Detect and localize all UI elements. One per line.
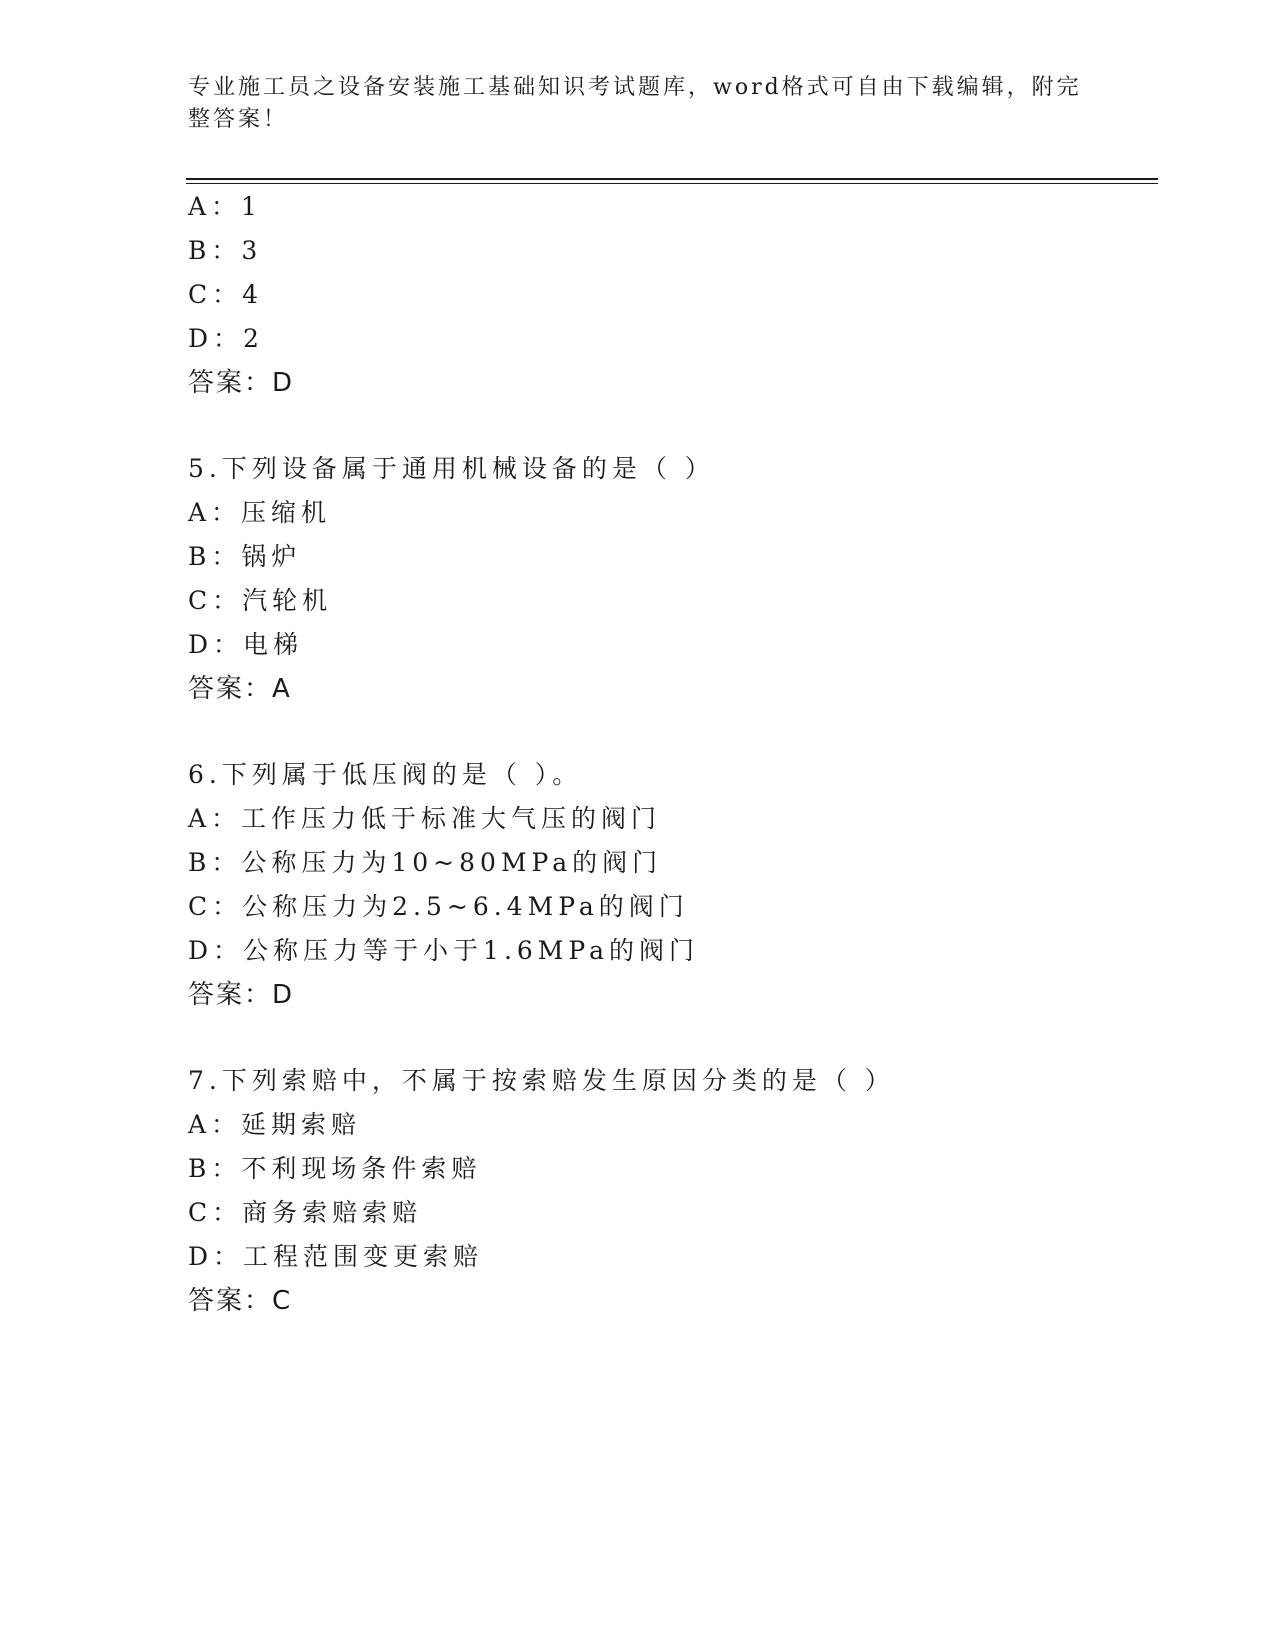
q5-answer: 答案：A <box>188 674 292 704</box>
document-header <box>188 72 1088 136</box>
q5-option-a: A：压缩机 <box>188 498 332 527</box>
q4-option-d: D：2 <box>188 324 264 353</box>
q6-option-b: B：公称压力为10~80MPa的阀门 <box>188 848 663 877</box>
q6-option-d: D：公称压力等于小于1.6MPa的阀门 <box>188 936 700 965</box>
q7-option-b: B：不利现场条件索赔 <box>188 1154 482 1183</box>
q4-option-a: A：1 <box>188 192 262 221</box>
q4-answer: 答案：D <box>188 368 295 398</box>
q7-option-a: A：延期索赔 <box>188 1110 362 1139</box>
q7-answer: 答案：C <box>188 1286 293 1316</box>
q7-option-d: D：工程范围变更索赔 <box>188 1242 484 1271</box>
q7-option-c: C：商务索赔索赔 <box>188 1198 423 1227</box>
q5-option-c: C：汽轮机 <box>188 586 333 615</box>
header-line-2: 整答案！ <box>188 107 289 132</box>
q4-option-c: C：4 <box>188 280 264 309</box>
q6-answer: 答案：D <box>188 980 295 1010</box>
header-line-1: 专业施工员之设备安装施工基础知识考试题库，word格式可自由下载编辑，附完 <box>188 75 1082 100</box>
header-divider-thick <box>186 178 1158 180</box>
q6-option-a: A：工作压力低于标准大气压的阀门 <box>188 804 662 833</box>
q5-option-d: D：电梯 <box>188 630 304 659</box>
q6-question: 6.下列属于低压阀的是（ ）。 <box>188 760 583 789</box>
header-divider-thin <box>186 183 1158 184</box>
q5-option-b: B：锅炉 <box>188 542 302 571</box>
q7-question: 7.下列索赔中，不属于按索赔发生原因分类的是（ ） <box>188 1066 895 1095</box>
q5-question: 5.下列设备属于通用机械设备的是（ ） <box>188 454 715 483</box>
q6-option-c: C：公称压力为2.5~6.4MPa的阀门 <box>188 892 689 921</box>
q4-option-b: B：3 <box>188 236 263 265</box>
